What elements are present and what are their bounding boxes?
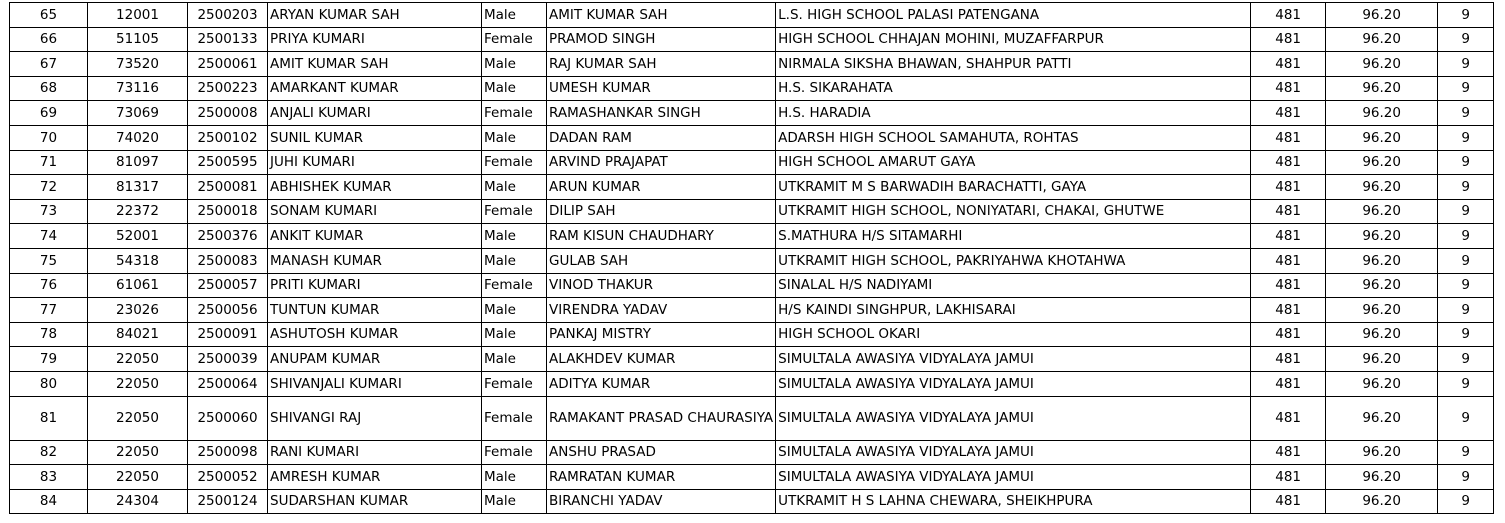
gender-cell: Female xyxy=(482,199,547,224)
student-name-cell: ABHISHEK KUMAR xyxy=(268,175,482,200)
rank-cell: 9 xyxy=(1438,175,1494,200)
rank-cell: 9 xyxy=(1438,125,1494,150)
school-name-cell: HIGH SCHOOL OKARI xyxy=(776,322,1251,347)
serial-number-cell: 83 xyxy=(10,465,88,490)
percentage-cell: 96.20 xyxy=(1326,347,1438,372)
roll-number-cell: 2500098 xyxy=(188,440,268,465)
school-name-cell: SIMULTALA AWASIYA VIDYALAYA JAMUI xyxy=(776,371,1251,396)
student-name-cell: JUHI KUMARI xyxy=(268,150,482,175)
total-marks-cell: 481 xyxy=(1251,322,1326,347)
student-name-cell: SUNIL KUMAR xyxy=(268,125,482,150)
school-code-cell: 52001 xyxy=(88,224,188,249)
father-name-cell: BIRANCHI YADAV xyxy=(547,489,776,514)
student-name-cell: TUNTUN KUMAR xyxy=(268,298,482,323)
roll-number-cell: 2500203 xyxy=(188,3,268,28)
serial-number-cell: 73 xyxy=(10,199,88,224)
school-name-cell: NIRMALA SIKSHA BHAWAN, SHAHPUR PATTI xyxy=(776,52,1251,77)
school-name-cell: H.S. SIKARAHATA xyxy=(776,76,1251,101)
school-name-cell: SIMULTALA AWASIYA VIDYALAYA JAMUI xyxy=(776,347,1251,372)
percentage-cell: 96.20 xyxy=(1326,101,1438,126)
gender-cell: Female xyxy=(482,440,547,465)
table-row xyxy=(10,125,1494,150)
total-marks-cell: 481 xyxy=(1251,273,1326,298)
gender-cell: Female xyxy=(482,27,547,52)
school-code-cell: 54318 xyxy=(88,248,188,273)
rank-cell: 9 xyxy=(1438,248,1494,273)
total-marks-cell: 481 xyxy=(1251,371,1326,396)
serial-number-cell: 65 xyxy=(10,3,88,28)
serial-number-cell: 72 xyxy=(10,175,88,200)
rank-cell: 9 xyxy=(1438,465,1494,490)
father-name-cell: RAM KISUN CHAUDHARY xyxy=(547,224,776,249)
father-name-cell: RAJ KUMAR SAH xyxy=(547,52,776,77)
table-row xyxy=(10,396,1494,440)
father-name-cell: ALAKHDEV KUMAR xyxy=(547,347,776,372)
gender-cell: Female xyxy=(482,273,547,298)
gender-cell: Male xyxy=(482,489,547,514)
gender-cell: Female xyxy=(482,371,547,396)
gender-cell: Male xyxy=(482,52,547,77)
serial-number-cell: 82 xyxy=(10,440,88,465)
school-name-cell: L.S. HIGH SCHOOL PALASI PATENGANA xyxy=(776,3,1251,28)
student-name-cell: ANJALI KUMARI xyxy=(268,101,482,126)
school-code-cell: 74020 xyxy=(88,125,188,150)
percentage-cell: 96.20 xyxy=(1326,150,1438,175)
student-name-cell: RANI KUMARI xyxy=(268,440,482,465)
total-marks-cell: 481 xyxy=(1251,465,1326,490)
percentage-cell: 96.20 xyxy=(1326,3,1438,28)
student-name-cell: AMIT KUMAR SAH xyxy=(268,52,482,77)
roll-number-cell: 2500091 xyxy=(188,322,268,347)
table-row xyxy=(10,347,1494,372)
total-marks-cell: 481 xyxy=(1251,175,1326,200)
school-code-cell: 73116 xyxy=(88,76,188,101)
percentage-cell: 96.20 xyxy=(1326,248,1438,273)
gender-cell: Female xyxy=(482,150,547,175)
school-code-cell: 22050 xyxy=(88,371,188,396)
school-name-cell: S.MATHURA H/S SITAMARHI xyxy=(776,224,1251,249)
school-code-cell: 81317 xyxy=(88,175,188,200)
percentage-cell: 96.20 xyxy=(1326,440,1438,465)
father-name-cell: PANKAJ MISTRY xyxy=(547,322,776,347)
table-row xyxy=(10,199,1494,224)
table-row xyxy=(10,322,1494,347)
student-name-cell: ASHUTOSH KUMAR xyxy=(268,322,482,347)
roll-number-cell: 2500595 xyxy=(188,150,268,175)
student-name-cell: AMARKANT KUMAR xyxy=(268,76,482,101)
school-code-cell: 81097 xyxy=(88,150,188,175)
total-marks-cell: 481 xyxy=(1251,150,1326,175)
school-name-cell: SIMULTALA AWASIYA VIDYALAYA JAMUI xyxy=(776,440,1251,465)
table-row xyxy=(10,175,1494,200)
school-code-cell: 23026 xyxy=(88,298,188,323)
roll-number-cell: 2500223 xyxy=(188,76,268,101)
rank-cell: 9 xyxy=(1438,371,1494,396)
father-name-cell: UMESH KUMAR xyxy=(547,76,776,101)
total-marks-cell: 481 xyxy=(1251,101,1326,126)
student-name-cell: PRIYA KUMARI xyxy=(268,27,482,52)
rank-cell: 9 xyxy=(1438,52,1494,77)
student-name-cell: MANASH KUMAR xyxy=(268,248,482,273)
father-name-cell: ADITYA KUMAR xyxy=(547,371,776,396)
table-row xyxy=(10,273,1494,298)
father-name-cell: DADAN RAM xyxy=(547,125,776,150)
father-name-cell: AMIT KUMAR SAH xyxy=(547,3,776,28)
serial-number-cell: 66 xyxy=(10,27,88,52)
school-code-cell: 22050 xyxy=(88,465,188,490)
rank-cell: 9 xyxy=(1438,440,1494,465)
results-table xyxy=(9,2,1494,514)
serial-number-cell: 70 xyxy=(10,125,88,150)
school-name-cell: HIGH SCHOOL AMARUT GAYA xyxy=(776,150,1251,175)
roll-number-cell: 2500083 xyxy=(188,248,268,273)
roll-number-cell: 2500102 xyxy=(188,125,268,150)
student-name-cell: SHIVANJALI KUMARI xyxy=(268,371,482,396)
father-name-cell: GULAB SAH xyxy=(547,248,776,273)
serial-number-cell: 77 xyxy=(10,298,88,323)
school-name-cell: SINALAL H/S NADIYAMI xyxy=(776,273,1251,298)
student-name-cell: ANUPAM KUMAR xyxy=(268,347,482,372)
serial-number-cell: 80 xyxy=(10,371,88,396)
total-marks-cell: 481 xyxy=(1251,347,1326,372)
student-name-cell: ARYAN KUMAR SAH xyxy=(268,3,482,28)
rank-cell: 9 xyxy=(1438,27,1494,52)
gender-cell: Male xyxy=(482,248,547,273)
percentage-cell: 96.20 xyxy=(1326,371,1438,396)
percentage-cell: 96.20 xyxy=(1326,224,1438,249)
school-code-cell: 22372 xyxy=(88,199,188,224)
table-row xyxy=(10,248,1494,273)
total-marks-cell: 481 xyxy=(1251,76,1326,101)
total-marks-cell: 481 xyxy=(1251,248,1326,273)
gender-cell: Female xyxy=(482,396,547,440)
student-name-cell: SHIVANGI RAJ xyxy=(268,396,482,440)
student-name-cell: SONAM KUMARI xyxy=(268,199,482,224)
percentage-cell: 96.20 xyxy=(1326,27,1438,52)
serial-number-cell: 74 xyxy=(10,224,88,249)
serial-number-cell: 67 xyxy=(10,52,88,77)
total-marks-cell: 481 xyxy=(1251,396,1326,440)
table-row xyxy=(10,298,1494,323)
school-code-cell: 24304 xyxy=(88,489,188,514)
school-code-cell: 84021 xyxy=(88,322,188,347)
gender-cell: Male xyxy=(482,298,547,323)
school-code-cell: 61061 xyxy=(88,273,188,298)
serial-number-cell: 84 xyxy=(10,489,88,514)
rank-cell: 9 xyxy=(1438,273,1494,298)
percentage-cell: 96.20 xyxy=(1326,199,1438,224)
total-marks-cell: 481 xyxy=(1251,3,1326,28)
school-name-cell: ADARSH HIGH SCHOOL SAMAHUTA, ROHTAS xyxy=(776,125,1251,150)
school-name-cell: UTKRAMIT HIGH SCHOOL, PAKRIYAHWA KHOTAHWA xyxy=(776,248,1251,273)
rank-cell: 9 xyxy=(1438,76,1494,101)
gender-cell: Male xyxy=(482,3,547,28)
father-name-cell: DILIP SAH xyxy=(547,199,776,224)
school-name-cell: UTKRAMIT M S BARWADIH BARACHATTI, GAYA xyxy=(776,175,1251,200)
school-code-cell: 22050 xyxy=(88,440,188,465)
roll-number-cell: 2500018 xyxy=(188,199,268,224)
rank-cell: 9 xyxy=(1438,150,1494,175)
father-name-cell: RAMAKANT PRASAD CHAURASIYA xyxy=(547,396,776,440)
total-marks-cell: 481 xyxy=(1251,125,1326,150)
school-code-cell: 22050 xyxy=(88,347,188,372)
serial-number-cell: 75 xyxy=(10,248,88,273)
gender-cell: Male xyxy=(482,76,547,101)
gender-cell: Male xyxy=(482,322,547,347)
father-name-cell: ARVIND PRAJAPAT xyxy=(547,150,776,175)
school-name-cell: H/S KAINDI SINGHPUR, LAKHISARAI xyxy=(776,298,1251,323)
school-name-cell: H.S. HARADIA xyxy=(776,101,1251,126)
roll-number-cell: 2500081 xyxy=(188,175,268,200)
total-marks-cell: 481 xyxy=(1251,199,1326,224)
father-name-cell: ARUN KUMAR xyxy=(547,175,776,200)
roll-number-cell: 2500008 xyxy=(188,101,268,126)
school-name-cell: UTKRAMIT HIGH SCHOOL, NONIYATARI, CHAKAI, GHUTWE xyxy=(776,199,1251,224)
roll-number-cell: 2500376 xyxy=(188,224,268,249)
rank-cell: 9 xyxy=(1438,298,1494,323)
table-row xyxy=(10,76,1494,101)
total-marks-cell: 481 xyxy=(1251,440,1326,465)
gender-cell: Female xyxy=(482,101,547,126)
percentage-cell: 96.20 xyxy=(1326,489,1438,514)
rank-cell: 9 xyxy=(1438,347,1494,372)
table-row xyxy=(10,465,1494,490)
total-marks-cell: 481 xyxy=(1251,224,1326,249)
father-name-cell: VINOD THAKUR xyxy=(547,273,776,298)
percentage-cell: 96.20 xyxy=(1326,322,1438,347)
school-name-cell: SIMULTALA AWASIYA VIDYALAYA JAMUI xyxy=(776,465,1251,490)
father-name-cell: PRAMOD SINGH xyxy=(547,27,776,52)
gender-cell: Male xyxy=(482,347,547,372)
roll-number-cell: 2500056 xyxy=(188,298,268,323)
rank-cell: 9 xyxy=(1438,224,1494,249)
table-row xyxy=(10,3,1494,28)
school-code-cell: 73520 xyxy=(88,52,188,77)
school-code-cell: 12001 xyxy=(88,3,188,28)
percentage-cell: 96.20 xyxy=(1326,396,1438,440)
school-code-cell: 22050 xyxy=(88,396,188,440)
student-name-cell: PRITI KUMARI xyxy=(268,273,482,298)
student-name-cell: AMRESH KUMAR xyxy=(268,465,482,490)
total-marks-cell: 481 xyxy=(1251,489,1326,514)
percentage-cell: 96.20 xyxy=(1326,52,1438,77)
rank-cell: 9 xyxy=(1438,101,1494,126)
table-body xyxy=(10,3,1494,514)
rank-cell: 9 xyxy=(1438,199,1494,224)
percentage-cell: 96.20 xyxy=(1326,273,1438,298)
father-name-cell: ANSHU PRASAD xyxy=(547,440,776,465)
percentage-cell: 96.20 xyxy=(1326,175,1438,200)
gender-cell: Male xyxy=(482,224,547,249)
table-row xyxy=(10,489,1494,514)
school-code-cell: 51105 xyxy=(88,27,188,52)
school-name-cell: SIMULTALA AWASIYA VIDYALAYA JAMUI xyxy=(776,396,1251,440)
student-name-cell: ANKIT KUMAR xyxy=(268,224,482,249)
total-marks-cell: 481 xyxy=(1251,27,1326,52)
roll-number-cell: 2500064 xyxy=(188,371,268,396)
roll-number-cell: 2500133 xyxy=(188,27,268,52)
percentage-cell: 96.20 xyxy=(1326,125,1438,150)
gender-cell: Male xyxy=(482,125,547,150)
table-row xyxy=(10,440,1494,465)
rank-cell: 9 xyxy=(1438,396,1494,440)
roll-number-cell: 2500124 xyxy=(188,489,268,514)
student-name-cell: SUDARSHAN KUMAR xyxy=(268,489,482,514)
serial-number-cell: 68 xyxy=(10,76,88,101)
serial-number-cell: 78 xyxy=(10,322,88,347)
total-marks-cell: 481 xyxy=(1251,52,1326,77)
serial-number-cell: 76 xyxy=(10,273,88,298)
percentage-cell: 96.20 xyxy=(1326,298,1438,323)
percentage-cell: 96.20 xyxy=(1326,465,1438,490)
gender-cell: Male xyxy=(482,175,547,200)
rank-cell: 9 xyxy=(1438,322,1494,347)
father-name-cell: VIRENDRA YADAV xyxy=(547,298,776,323)
table-row xyxy=(10,101,1494,126)
roll-number-cell: 2500061 xyxy=(188,52,268,77)
school-name-cell: HIGH SCHOOL CHHAJAN MOHINI, MUZAFFARPUR xyxy=(776,27,1251,52)
table-row xyxy=(10,224,1494,249)
serial-number-cell: 71 xyxy=(10,150,88,175)
roll-number-cell: 2500057 xyxy=(188,273,268,298)
table-row xyxy=(10,371,1494,396)
table-row xyxy=(10,52,1494,77)
percentage-cell: 96.20 xyxy=(1326,76,1438,101)
table-row xyxy=(10,150,1494,175)
serial-number-cell: 79 xyxy=(10,347,88,372)
school-name-cell: UTKRAMIT H S LAHNA CHEWARA, SHEIKHPURA xyxy=(776,489,1251,514)
father-name-cell: RAMRATAN KUMAR xyxy=(547,465,776,490)
rank-cell: 9 xyxy=(1438,489,1494,514)
school-code-cell: 73069 xyxy=(88,101,188,126)
roll-number-cell: 2500039 xyxy=(188,347,268,372)
roll-number-cell: 2500052 xyxy=(188,465,268,490)
roll-number-cell: 2500060 xyxy=(188,396,268,440)
total-marks-cell: 481 xyxy=(1251,298,1326,323)
serial-number-cell: 81 xyxy=(10,396,88,440)
table-row xyxy=(10,27,1494,52)
serial-number-cell: 69 xyxy=(10,101,88,126)
father-name-cell: RAMASHANKAR SINGH xyxy=(547,101,776,126)
rank-cell: 9 xyxy=(1438,3,1494,28)
gender-cell: Male xyxy=(482,465,547,490)
